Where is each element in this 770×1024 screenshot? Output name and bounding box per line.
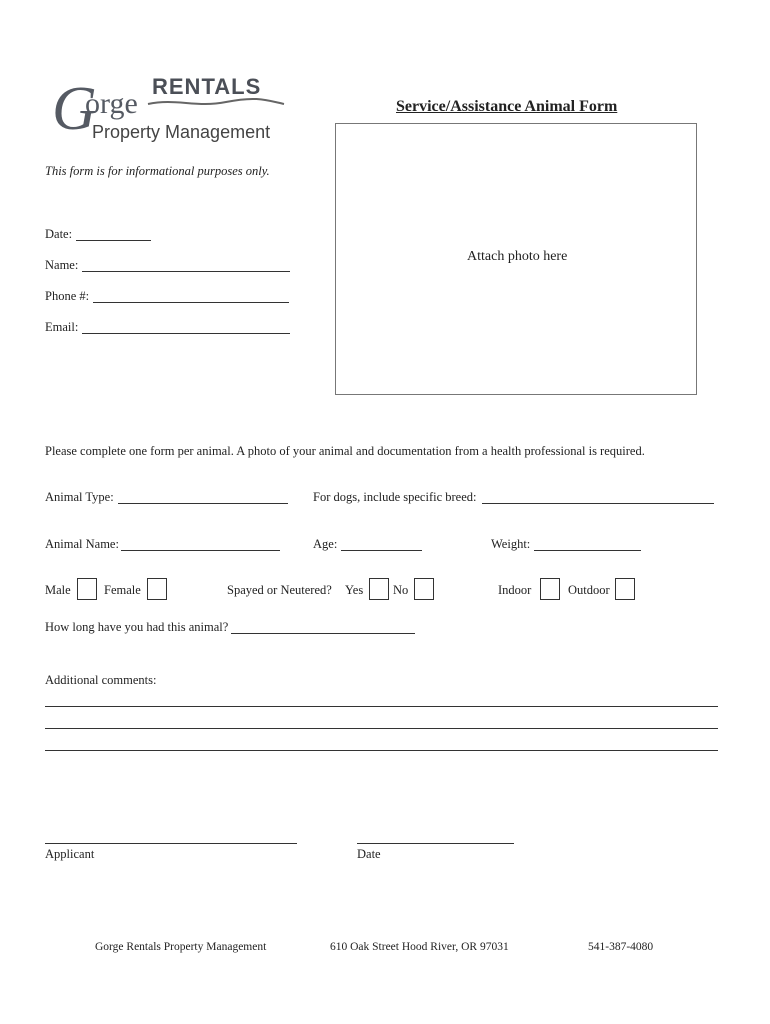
comments-label: Additional comments: bbox=[45, 673, 157, 687]
photo-box-label: Attach photo here bbox=[467, 249, 568, 264]
how-long-field[interactable] bbox=[231, 633, 415, 634]
email-field[interactable] bbox=[82, 333, 290, 334]
name-label: Name: bbox=[45, 258, 79, 272]
how-long-label: How long have you had this animal? bbox=[45, 620, 229, 634]
date-label: Date: bbox=[45, 227, 73, 241]
indoor-label: Indoor bbox=[498, 583, 532, 597]
female-label: Female bbox=[104, 583, 141, 597]
form-title: Service/Assistance Animal Form bbox=[396, 98, 618, 115]
weight-field[interactable] bbox=[534, 550, 641, 551]
weight-label: Weight: bbox=[491, 537, 531, 551]
no-label: No bbox=[393, 583, 409, 597]
spayed-label: Spayed or Neutered? bbox=[227, 583, 332, 597]
phone-label: Phone #: bbox=[45, 289, 90, 303]
outdoor-label: Outdoor bbox=[568, 583, 610, 597]
breed-field[interactable] bbox=[482, 503, 714, 504]
male-label: Male bbox=[45, 583, 71, 597]
comments-line-3[interactable] bbox=[45, 750, 718, 751]
female-checkbox[interactable] bbox=[147, 578, 167, 600]
yes-label: Yes bbox=[345, 583, 364, 597]
phone-field[interactable] bbox=[93, 302, 289, 303]
name-field[interactable] bbox=[82, 271, 290, 272]
footer-company: Gorge Rentals Property Management bbox=[95, 941, 267, 953]
outdoor-checkbox[interactable] bbox=[615, 578, 635, 600]
company-logo bbox=[52, 76, 292, 146]
signature-date-label: Date bbox=[357, 847, 381, 861]
comments-line-1[interactable] bbox=[45, 706, 718, 707]
date-field[interactable] bbox=[76, 240, 151, 241]
comments-line-2[interactable] bbox=[45, 728, 718, 729]
indoor-checkbox[interactable] bbox=[540, 578, 560, 600]
logo-word: orge bbox=[85, 87, 138, 120]
photo-attachment-box[interactable] bbox=[335, 123, 697, 395]
animal-type-label: Animal Type: bbox=[45, 490, 114, 504]
spayed-no-checkbox[interactable] bbox=[414, 578, 434, 600]
logo-rentals: RENTALS bbox=[152, 74, 262, 99]
email-label: Email: bbox=[45, 320, 79, 334]
male-checkbox[interactable] bbox=[77, 578, 97, 600]
animal-name-field[interactable] bbox=[121, 550, 280, 551]
age-label: Age: bbox=[313, 537, 338, 551]
logo-initial: G bbox=[52, 75, 97, 143]
age-field[interactable] bbox=[341, 550, 422, 551]
footer-phone: 541-387-4080 bbox=[588, 941, 654, 953]
footer-address: 610 Oak Street Hood River, OR 97031 bbox=[330, 941, 509, 953]
spayed-yes-checkbox[interactable] bbox=[369, 578, 389, 600]
logo-subtitle: Property Management bbox=[92, 122, 271, 142]
applicant-label: Applicant bbox=[45, 847, 95, 861]
animal-name-label: Animal Name: bbox=[45, 537, 119, 551]
info-note: This form is for informational purposes only. bbox=[45, 164, 270, 178]
signature-date-line[interactable] bbox=[357, 843, 514, 844]
breed-label: For dogs, include specific breed: bbox=[313, 490, 477, 504]
animal-type-field[interactable] bbox=[118, 503, 288, 504]
applicant-signature-line[interactable] bbox=[45, 843, 297, 844]
instructions-text: Please complete one form per animal. A photo of your animal and documentation from a health professional is required. bbox=[45, 444, 645, 458]
logo-wave-icon bbox=[146, 96, 286, 110]
